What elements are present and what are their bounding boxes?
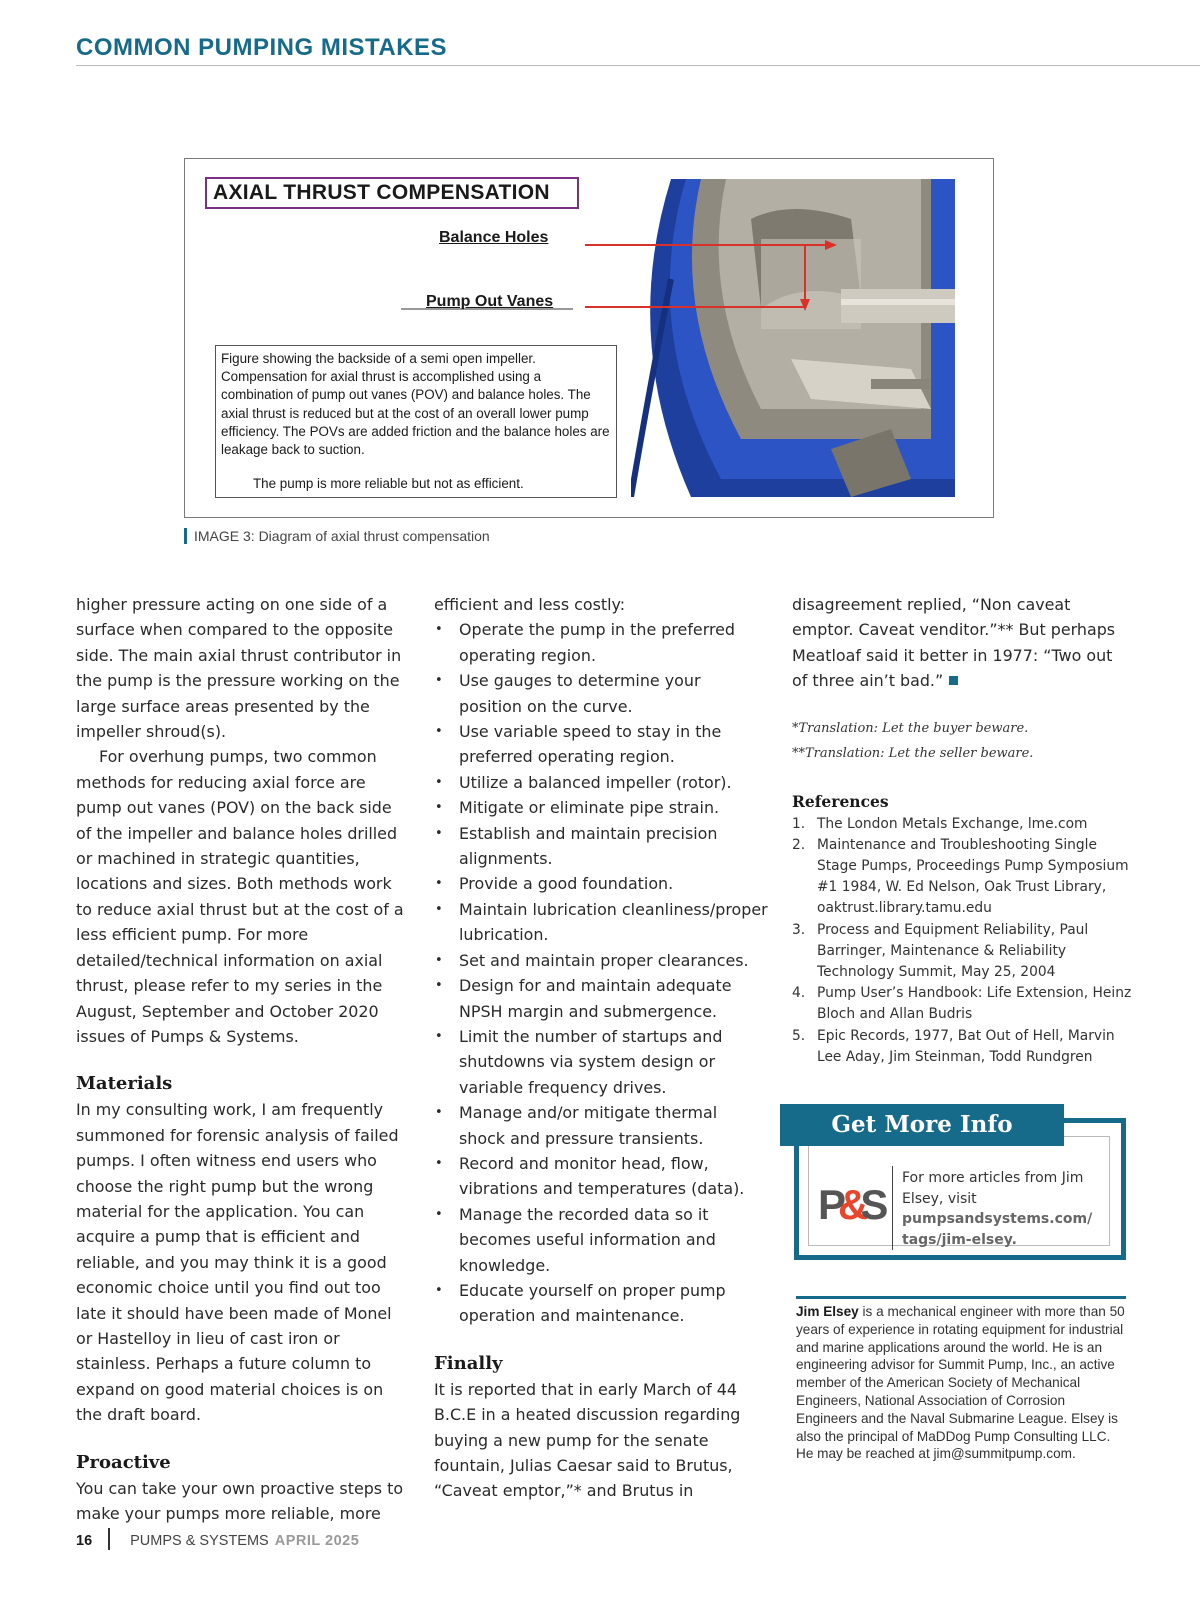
references-list: [792, 814, 1132, 1068]
balance-holes-label: Balance Holes: [439, 229, 549, 246]
page-header: [76, 34, 1200, 66]
bullet-list: [434, 617, 768, 1328]
figure-axial-thrust: [184, 158, 994, 518]
references-heading: References: [792, 791, 889, 811]
list-item: • Manage and/or mitigate thermal shock and pressure transients.: [434, 1100, 768, 1151]
page-footer: [76, 1528, 359, 1551]
paragraph: higher pressure acting on one side of a surface when compared to the opposite side. The main axial thrust contributor in the pump is the pressure working on the large surface areas presented by the impeller shroud(s).: [76, 595, 402, 742]
list-item: • Set and maintain proper clearances.: [434, 948, 768, 973]
pump-out-vanes-label: Pump Out Vanes: [426, 293, 554, 310]
list-item: • Limit the number of startups and shutdowns via system design or variable frequency drives.: [434, 1024, 768, 1100]
get-more-info-title: Get More Info: [780, 1104, 1064, 1146]
get-more-info-box: [780, 1104, 1126, 1260]
heading-finally: Finally: [434, 1352, 503, 1374]
heading-proactive: Proactive: [76, 1451, 171, 1473]
paragraph: efficient and less costly:: [434, 595, 626, 614]
paragraph-text: disagreement replied, “Non caveat emptor. Caveat venditor.”** But perhaps Meatloaf said it better in 1977: “Two out of three ain’t bad.”: [792, 595, 1116, 691]
ps-logo: P&S: [818, 1181, 886, 1228]
translation-note: **Translation: Let the seller beware.: [792, 745, 1034, 761]
paragraph: For overhung pumps, two common methods for reducing axial force are pump out vanes (POV) on the back side of the impeller and balance holes drilled or machined in strategic quantities, locations and sizes. Both methods work to reduce axial thrust but at the cost of a less efficient pump. For more detailed/technical information on axial thrust, please refer to my series in the August, September and October 2020 issues of Pumps & Systems.: [76, 747, 404, 1046]
reference-item: 3. Process and Equipment Reliability, Paul Barringer, Maintenance & Reliability Technology Summit, May 25, 2004: [792, 921, 1089, 981]
column-3: [792, 592, 1132, 1068]
figure-title: AXIAL THRUST COMPENSATION: [205, 177, 579, 209]
list-item: • Establish and maintain precision alignments.: [434, 821, 768, 872]
reference-item: 2. Maintenance and Troubleshooting Single Stage Pumps, Proceedings Pump Symposium #1 1984, W. Ed Nelson, Oak Trust Library, oaktrust.library.tamu.edu: [792, 836, 1129, 917]
author-bio-text: is a mechanical engineer with more than 50 years of experience in rotating equipment for industrial and marine applications around the world. He is an engineering advisor for Summit Pump, Inc., an active member of the American Society of Mechanical Engineers, National Association of Corrosion Engineers and the Naval Submarine League. Elsey is also the principal of MaDDog Pump Consulting LLC. He may be reached at jim@summitpump.com.: [796, 1304, 1125, 1462]
reference-item: 1. The London Metals Exchange, lme.com: [792, 815, 1088, 832]
paragraph: It is reported that in early March of 44 B.C.E in a heated discussion regarding buying a new pump for the senate fountain, Julias Caesar said to Brutus, “Caveat emptor,”* and Brutus in: [434, 1379, 741, 1501]
reference-item: 4. Pump User’s Handbook: Life Extension, Heinz Bloch and Allan Budris: [792, 985, 1132, 1023]
paragraph: In my consulting work, I am frequently summoned for forensic analysis of failed pumps. I often witness end users who choose the right pump but the wrong material for the application. You can acquire a pump that is efficient and reliable, and you may think it is a good economic choice until you find out too late it should have been made of Monel or Hastelloy in lieu of cast iron or stainless. Perhaps a future column to expand on good material choices is on the draft board.: [76, 1100, 399, 1425]
list-item: • Use variable speed to stay in the preferred operating region.: [434, 719, 768, 770]
heading-materials: Materials: [76, 1073, 173, 1095]
reference-item: 5. Epic Records, 1977, Bat Out of Hell, Marvin Lee Aday, Jim Steinman, Todd Rundgren: [792, 1027, 1115, 1065]
more-info-link[interactable]: pumpsandsystems.com/ tags/jim-elsey.: [902, 1211, 1093, 1248]
list-item: • Use gauges to determine your position on the curve.: [434, 668, 768, 719]
figure-caption: IMAGE 3: Diagram of axial thrust compensation: [184, 528, 490, 544]
figure-description: Figure showing the backside of a semi open impeller. Compensation for axial thrust is accomplished using a combination of pump out vanes (POV) and balance holes. The axial thrust is reduced but at the cost of an overall lower pump efficiency. The POVs are added friction and the balance holes are leakage back to suction.: [221, 351, 610, 458]
column-1: [76, 592, 410, 1526]
figure-note: The pump is more reliable but not as efficient.: [253, 475, 524, 491]
impeller-illustration: [631, 179, 955, 497]
list-item: • Operate the pump in the preferred operating region.: [434, 617, 768, 668]
translation-note: *Translation: Let the buyer beware.: [792, 720, 1029, 736]
more-info-text: For more articles from Jim Elsey, visit: [902, 1170, 1084, 1207]
list-item: • Provide a good foundation.: [434, 871, 768, 896]
author-bio: [796, 1296, 1126, 1463]
list-item: • Design for and maintain adequate NPSH margin and submergence.: [434, 973, 768, 1024]
figure-description-box: [215, 345, 617, 498]
author-name: Jim Elsey: [796, 1304, 859, 1319]
end-mark-icon: [949, 676, 958, 685]
list-item: • Manage the recorded data so it becomes useful information and knowledge.: [434, 1202, 768, 1278]
paragraph: You can take your own proactive steps to make your pumps more reliable, more: [76, 1478, 404, 1523]
magazine-name: PUMPS & SYSTEMS: [130, 1533, 269, 1549]
list-item: • Educate yourself on proper pump operation and maintenance.: [434, 1278, 768, 1329]
list-item: • Utilize a balanced impeller (rotor).: [434, 770, 768, 795]
list-item: • Maintain lubrication cleanliness/proper lubrication.: [434, 897, 768, 948]
section-title: COMMON PUMPING MISTAKES: [76, 34, 448, 61]
list-item: • Mitigate or eliminate pipe strain.: [434, 795, 768, 820]
page-number: 16: [76, 1533, 93, 1549]
list-item: • Record and monitor head, flow, vibrations and temperatures (data).: [434, 1151, 768, 1202]
paragraph: [792, 592, 1132, 694]
issue-date: APRIL 2025: [274, 1533, 360, 1549]
column-2: [434, 592, 768, 1504]
